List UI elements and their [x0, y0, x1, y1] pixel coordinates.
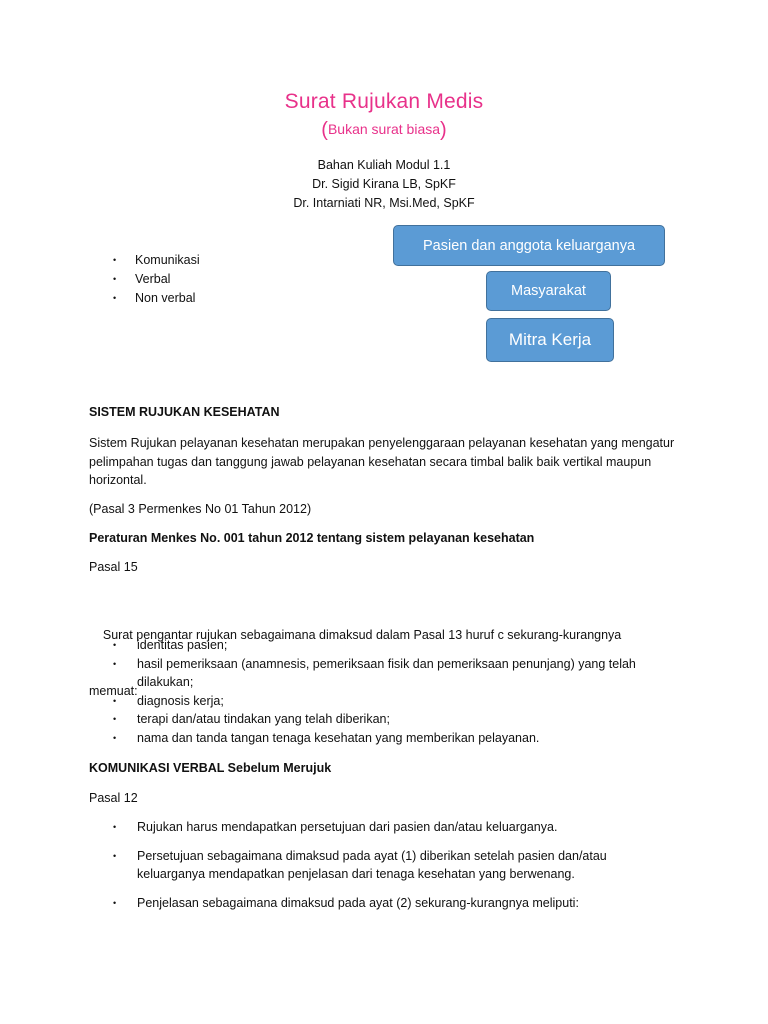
list-item: • nama dan tanda tangan tenaga kesehatan yang memberikan pelayanan. [113, 729, 653, 748]
pasal12-list [113, 818, 653, 912]
author-name: Dr. Intarniati NR, Msi.Med, SpKF [293, 196, 475, 210]
list-item: • Komunikasi [113, 251, 200, 270]
subtitle-close-paren: ) [440, 119, 447, 141]
list-item: • Rujukan harus mendapatkan persetujuan dari pasien dan/atau keluarganya. [113, 818, 653, 837]
family-box: Pasien dan anggota keluarganya [393, 225, 665, 266]
bullet-icon: • [113, 714, 117, 724]
regulation-heading: Peraturan Menkes No. 001 tahun 2012 tentang sistem pelayanan kesehatan [89, 531, 535, 545]
bullet-icon: • [113, 732, 117, 743]
author-name: Dr. Sigid Kirana LB, SpKF [312, 177, 456, 191]
subtitle-text: Bukan surat biasa [327, 121, 441, 137]
list-item: • identitas pasien; [113, 636, 653, 655]
bullet-icon: • [113, 897, 117, 908]
pasal15-label: Pasal 15 [89, 560, 138, 574]
subtitle-open-paren: ( [321, 119, 328, 141]
list-item: • hasil pemeriksaan (anamnesis, pemeriksaan fisik dan pemeriksaan penunjang) yang telah dilakukan; [113, 656, 636, 689]
bullet-icon: • [113, 640, 117, 650]
bullet-icon: • [113, 274, 117, 284]
list-item: • terapi dan/atau tindakan yang telah diberikan; [113, 710, 653, 729]
communication-list [113, 251, 200, 308]
list-item: • Penjelasan sebagaimana dimaksud pada ayat (2) sekurang-kurangnya meliputi: [113, 894, 653, 913]
verbal-heading: KOMUNIKASI VERBAL Sebelum Merujuk [89, 761, 332, 775]
community-box: Masyarakat [486, 271, 611, 311]
system-paragraph: Sistem Rujukan pelayanan kesehatan merupakan penyelenggaraan pelayanan kesehatan yang mengatur pelimpahan tugas dan tanggung jawab pelayanan kesehatan secara timbal balik baik vertikal maupun horizontal. [89, 436, 675, 487]
document-subtitle [0, 119, 768, 142]
bullet-icon: • [113, 695, 117, 706]
bullet-icon: • [113, 255, 117, 265]
pasal15-intro: Surat pengantar rujukan sebagaimana dimaksud dalam Pasal 13 huruf c sekurang-kurangnya memuat: [89, 628, 622, 698]
list-item: • Verbal [113, 270, 200, 289]
work-partner-box: Mitra Kerja [486, 318, 614, 362]
list-item: • Non verbal [113, 289, 200, 308]
system-reference: (Pasal 3 Permenkes No 01 Tahun 2012) [89, 502, 312, 516]
bullet-icon: • [113, 658, 117, 669]
list-item: • diagnosis kerja; [113, 692, 653, 711]
bullet-icon: • [113, 293, 117, 303]
list-item: • Persetujuan sebagaimana dimaksud pada ayat (1) diberikan setelah pasien dan/atau keluarganya mendapatkan penjelasan dari tenaga kesehatan yang berwenang. [113, 848, 607, 881]
document-title: Surat Rujukan Medis [284, 90, 484, 113]
pasal12-label: Pasal 12 [89, 791, 138, 805]
system-heading: SISTEM RUJUKAN KESEHATAN [89, 405, 280, 419]
course-module: Bahan Kuliah Modul 1.1 [317, 158, 451, 172]
bullet-icon: • [113, 822, 117, 832]
pasal15-list [113, 636, 653, 747]
bullet-icon: • [113, 850, 117, 861]
author-block [0, 156, 768, 213]
